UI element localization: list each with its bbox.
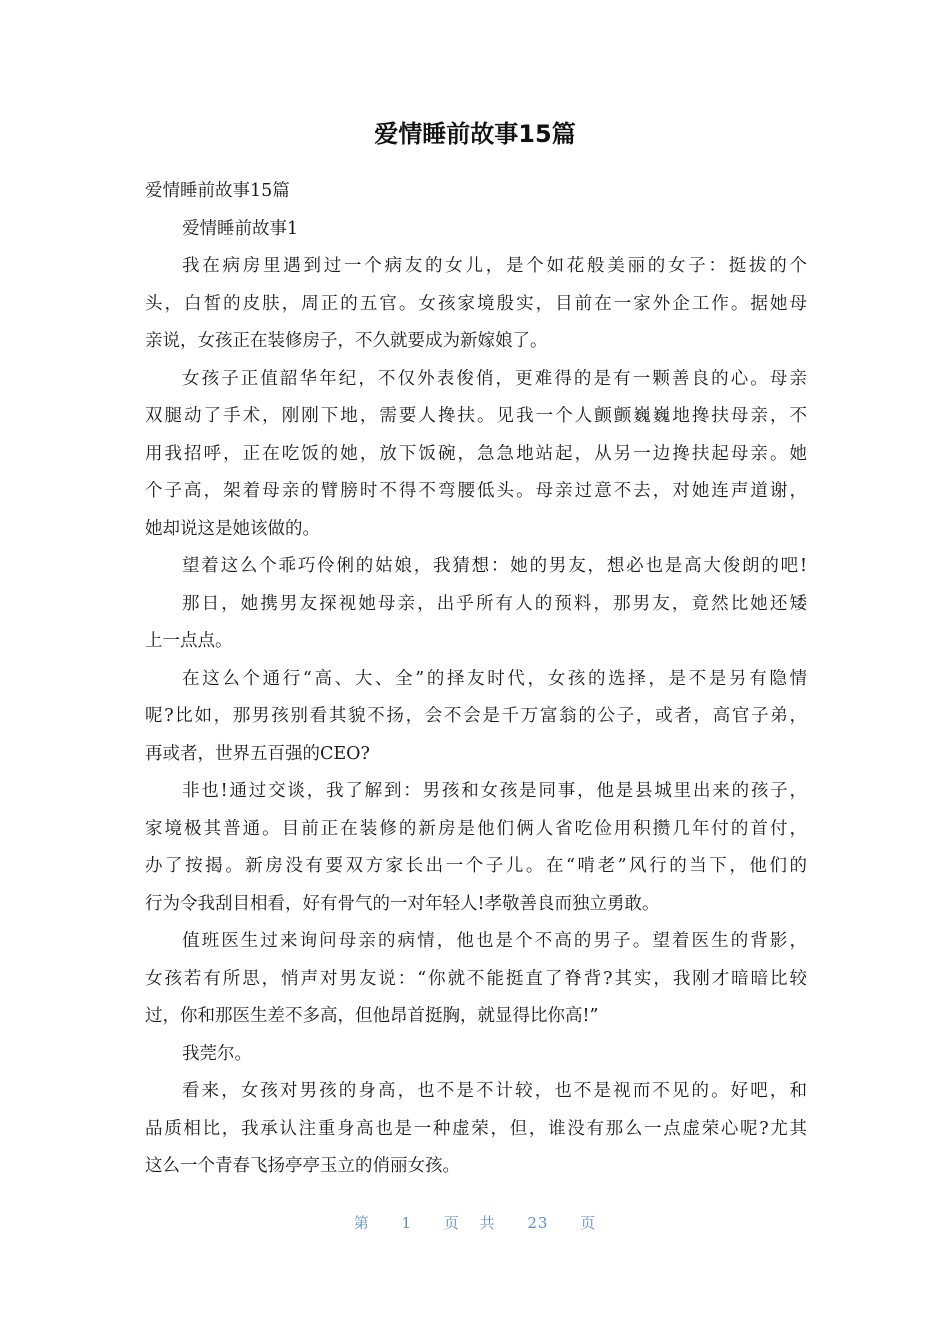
text-line: 过，你和那医生差不多高，但他昂首挺胸，就显得比你高!” xyxy=(145,1006,599,1026)
text-line: 女孩子正值韶华年纪，不仅外表俊俏，更难得的是有一颗善良的心。母亲 xyxy=(182,368,807,389)
text-line: 我莞尔。 xyxy=(182,1043,252,1064)
document-title: 爱情睡前故事15篇 xyxy=(374,120,576,148)
text-line: 个子高，架着母亲的臂膀时不得不弯腰低头。母亲过意不去，对她连声道谢， xyxy=(145,481,807,501)
text-line: 行为令我刮目相看，好有骨气的一对年轻人!孝敬善良而独立勇敢。 xyxy=(145,893,660,914)
text-line: 值班医生过来询问母亲的病情，他也是个不高的男子。望着医生的背影， xyxy=(182,931,807,951)
text-line: 望着这么个乖巧伶俐的姑娘，我猜想：她的男友，想必也是高大俊朗的吧! xyxy=(182,556,807,576)
text-line: 她却说这是她该做的。 xyxy=(145,518,320,539)
text-line: 上一点点。 xyxy=(145,631,233,651)
footer-label-page: 第 xyxy=(353,1214,370,1232)
footer-page-number: 1 xyxy=(401,1214,413,1232)
text-line: 爱情睡前故事1 xyxy=(182,218,299,239)
text-line: 双腿动了手术，刚刚下地，需要人搀扶。见我一个人颤颤巍巍地搀扶母亲，不 xyxy=(145,406,807,426)
text-line: 在这么个通行“高、大、全”的择友时代，女孩的选择，是不是另有隐情 xyxy=(182,668,807,689)
text-line: 呢?比如，那男孩别看其貌不扬，会不会是千万富翁的公子，或者，高官子弟， xyxy=(145,706,807,726)
footer-total-pages: 23 xyxy=(527,1214,549,1232)
footer-label-pages: 页 xyxy=(580,1214,597,1232)
text-line: 亲说，女孩正在装修房子，不久就要成为新嫁娘了。 xyxy=(145,331,548,351)
footer-label-page-of: 页 共 xyxy=(443,1214,496,1232)
text-line: 用我招呼，正在吃饭的她，放下饭碗，急急地站起，从另一边搀扶起母亲。她 xyxy=(145,443,807,464)
text-line: 品质相比，我承认注重身高也是一种虚荣，但，谁没有那么一点虚荣心呢?尤其 xyxy=(145,1118,807,1139)
text-line: 办了按揭。新房没有要双方家长出一个子儿。在“啃老”风行的当下，他们的 xyxy=(145,856,807,876)
text-line: 头，白皙的皮肤，周正的五官。女孩家境殷实，目前在一家外企工作。据她母 xyxy=(145,293,807,314)
text-line: 非也!通过交谈，我了解到：男孩和女孩是同事，他是县城里出来的孩子， xyxy=(182,781,807,801)
text-line: 家境极其普通。目前正在装修的新房是他们俩人省吃俭用积攒几年付的首付， xyxy=(145,818,807,839)
text-line: 女孩若有所思，悄声对男友说：“你就不能挺直了脊背?其实，我刚才暗暗比较 xyxy=(145,968,807,989)
text-line: 我在病房里遇到过一个病友的女儿，是个如花般美丽的女子：挺拔的个 xyxy=(182,256,807,276)
text-line: 那日，她携男友探视她母亲，出乎所有人的预料，那男友，竟然比她还矮 xyxy=(182,593,807,614)
text-line: 再或者，世界五百强的CEO? xyxy=(145,743,370,764)
document-body xyxy=(145,173,807,1186)
text-line: 这么一个青春飞扬亭亭玉立的俏丽女孩。 xyxy=(145,1156,460,1176)
text-line: 爱情睡前故事15篇 xyxy=(145,181,290,201)
page-footer xyxy=(0,1208,950,1238)
text-line: 看来，女孩对男孩的身高，也不是不计较，也不是视而不见的。好吧，和 xyxy=(182,1081,807,1101)
